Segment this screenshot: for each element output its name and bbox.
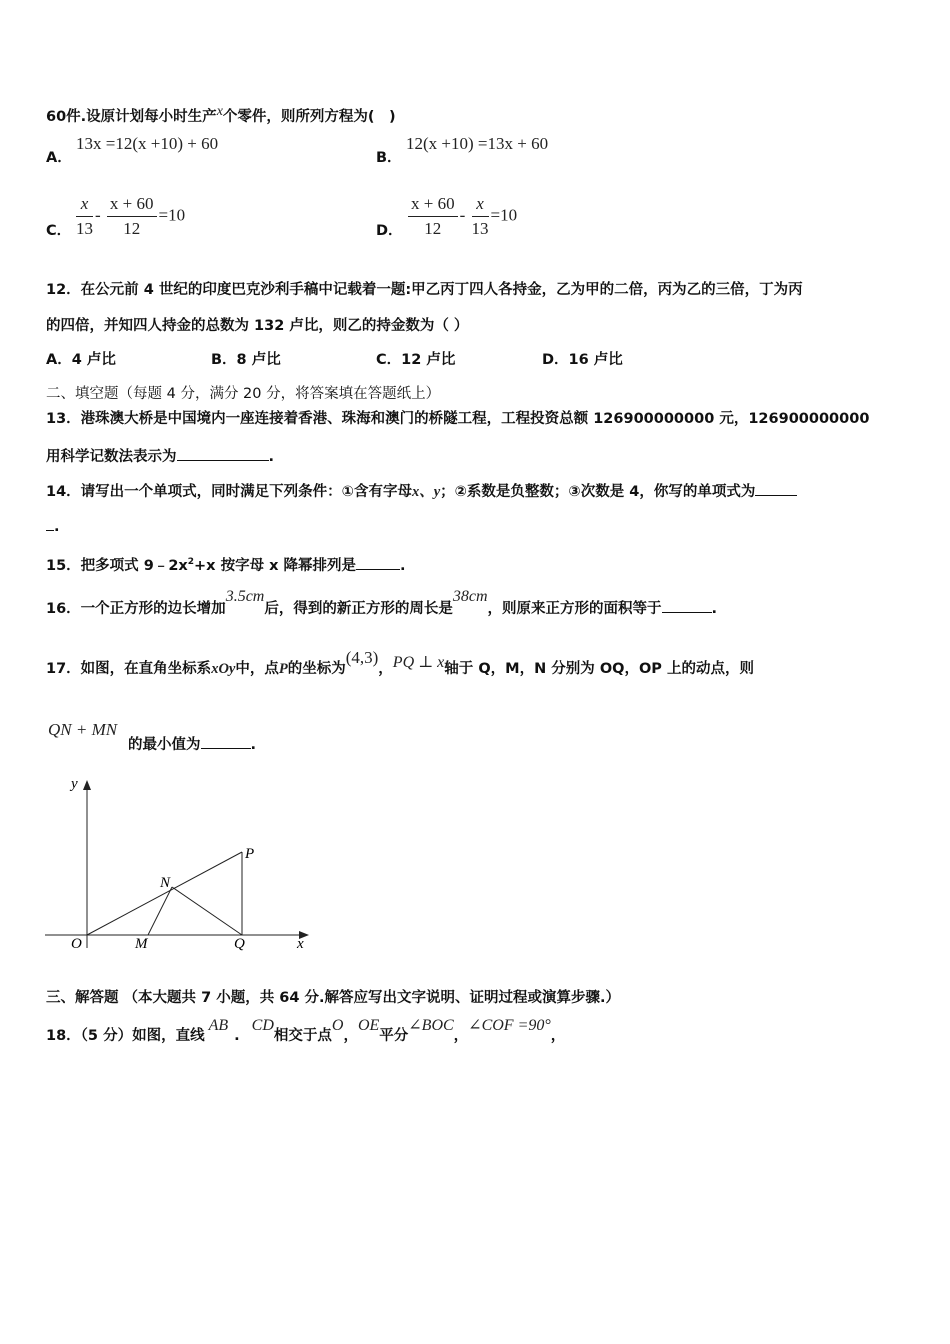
q12-option-d: D．16 卢比 — [542, 352, 623, 368]
q12-line-2: 的四倍，并知四人持金的总数为 132 卢比，则乙的持金数为（ ） — [46, 318, 469, 334]
q14-answer-blank — [755, 481, 797, 496]
q14-line-1: 14．请写出一个单项式，同时满足下列条件：①含有字母x、y；②系数是负整数；③次数是 4，你写的单项式为 — [46, 481, 797, 502]
label-n: N — [160, 875, 171, 891]
q13-line-1: 13．港珠澳大桥是中国境内一座连接着香港、珠海和澳门的桥隧工程，工程投资总额 126900000000 元，126900000000 — [46, 411, 870, 427]
segment-op — [87, 852, 242, 935]
q11-option-c-label: C． — [46, 223, 72, 239]
q17-answer-blank — [201, 734, 251, 749]
q11-option-a-equation: 13x =12(x +10) + 60 — [76, 134, 219, 153]
q13-answer-blank — [177, 446, 269, 461]
q12-line-1: 12．在公元前 4 世纪的印度巴克沙利手稿中记载着一题:甲乙丙丁四人各持金，乙为甲的二倍，丙为乙的三倍，丁为丙 — [46, 282, 803, 298]
q17-expression: QN + MN — [48, 720, 118, 739]
q16-answer-blank — [662, 598, 712, 613]
q11-option-b-label: B． — [376, 150, 402, 166]
label-y: y — [71, 776, 78, 792]
q16-line: 16．一个正方形的边长增加3.5cm后，得到的新正方形的周长是38cm，则原来正方形的面积等于 . — [46, 588, 718, 617]
section-2-heading: 二、填空题（每题 4 分，满分 20 分，将答案填在答题纸上） — [46, 386, 441, 402]
q13-line-2: 用科学记数法表示为 . — [46, 446, 274, 467]
q12-option-c: C．12 卢比 — [376, 352, 456, 368]
q12-option-a: A．4 卢比 — [46, 352, 116, 368]
label-p: P — [245, 846, 255, 862]
q11-option-d-label: D． — [376, 223, 403, 239]
q11-var: x — [216, 104, 223, 119]
q17-line-2: 的最小值为 . — [128, 734, 256, 755]
section-3-heading: 三、解答题 （本大题共 7 小题，共 64 分.解答应写出文字说明、证明过程或演算步骤.） — [46, 990, 621, 1006]
q11-option-c-equation: $\frac{x}{13}$ - $\frac{x + 60}{12}$ =10 — [76, 194, 186, 238]
label-m: M — [135, 936, 148, 952]
y-axis-arrow — [83, 780, 91, 790]
q11-stem: 60件.设原计划每小时生产x个零件，则所列方程为( ) — [46, 104, 396, 125]
q11-option-b-equation: 12(x +10) =13x + 60 — [406, 134, 549, 153]
segment-nm — [148, 887, 172, 935]
label-x: x — [297, 936, 304, 952]
q15-answer-blank — [356, 555, 400, 570]
label-q: Q — [234, 936, 245, 952]
segment-nq — [172, 887, 242, 935]
q17-coordinate-figure — [40, 770, 320, 955]
q11-option-d-equation: $\frac{x + 60}{12}$ - $\frac{x}{13}$ =10 — [406, 194, 517, 239]
q15-line: 15．把多项式 $9﹣2x^2+x$ 按字母 x 降幂排列是 . — [46, 552, 406, 576]
label-o: O — [71, 936, 82, 952]
q14-line-2: . — [46, 516, 60, 537]
q11-option-a-label: A． — [46, 150, 72, 166]
q12-option-b: B．8 卢比 — [211, 352, 281, 368]
q17-line-1: 17．如图，在直角坐标系xOy中，点P的坐标为(4,3)，PQ ⊥ x轴于 Q，M，N 分别为 OQ，OP 上的动点，则 — [46, 648, 754, 677]
q18-line: 18．（5 分）如图，直线AB.CD相交于点O，OE平分∠BOC，∠COF =90°， — [46, 1017, 566, 1044]
